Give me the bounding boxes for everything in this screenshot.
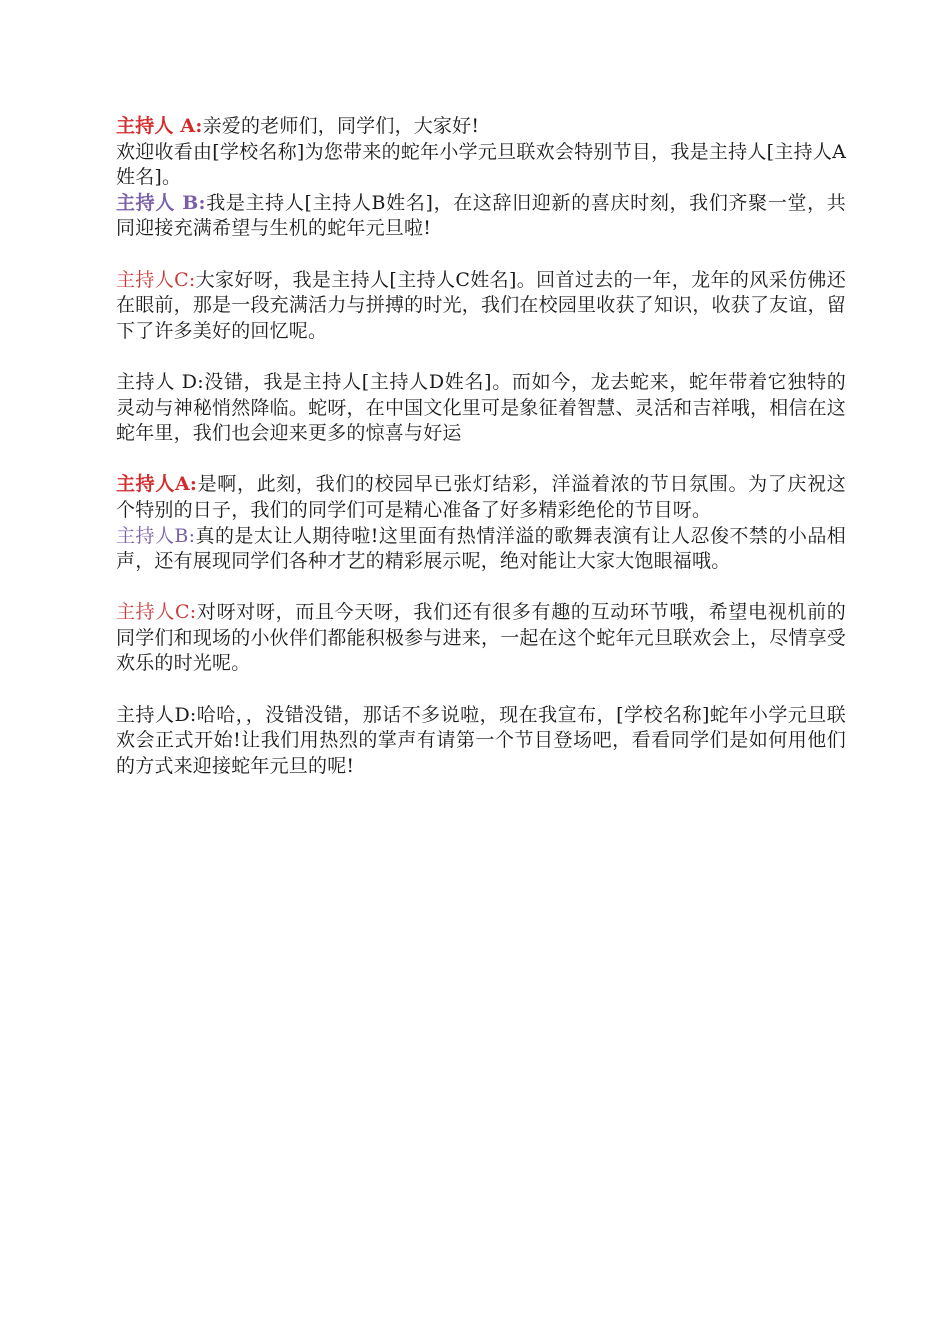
- speaker-label-host-c: 主持人C:: [116, 268, 196, 291]
- paragraph-text: 是啊，此刻，我们的校园早已张灯结彩，洋溢着浓的节日氛围。为了庆祝这个特别的日子，我们的同学们可是精心准备了好多精彩绝伦的节目呀。: [116, 473, 846, 521]
- speaker-label-host-b: 主持人B:: [116, 524, 196, 547]
- paragraph-text: 主持人D:哈哈，，没错没错，那话不多说啦，现在我宣布，[学校名称]蛇年小学元旦联欢会正式开始!让我们用热烈的掌声有请第一个节目登场吧，看看同学们是如何用他们的方式来迎接蛇年元旦的呢!: [116, 703, 846, 777]
- paragraph-host-b-intro: [116, 191, 846, 242]
- paragraph-host-c-interaction: [116, 600, 846, 677]
- paragraph-text: 大家好呀，我是主持人[主持人C姓名]。回首过去的一年，龙年的风采仿佛还在眼前，那是一段充满活力与拼搏的时光，我们在校园里收获了知识，收获了友谊，留下了许多美好的回忆呢。: [116, 268, 846, 342]
- host-script: [116, 114, 846, 779]
- paragraph-host-b-programs: [116, 524, 846, 575]
- paragraph-host-a-campus: [116, 472, 846, 523]
- paragraph-spacer: [116, 447, 846, 473]
- paragraph-spacer: [116, 575, 846, 601]
- speaker-label-host-c: 主持人C:: [116, 601, 197, 624]
- paragraph-spacer: [116, 344, 846, 370]
- paragraph-text: 真的是太让人期待啦!这里面有热情洋溢的歌舞表演有让人忍俊不禁的小品相声，还有展现同学们各种才艺的精彩展示呢，绝对能让大家大饱眼福哦。: [116, 524, 847, 573]
- paragraph-welcome: [116, 140, 846, 191]
- paragraph-host-d-intro: [116, 370, 846, 447]
- speaker-label-host-a: 主持人 A:: [116, 115, 203, 137]
- speaker-label-host-a: 主持人A:: [116, 473, 198, 496]
- paragraph-text: 对呀对呀，而且今天呀，我们还有很多有趣的互动环节哦，希望电视机前的同学们和现场的小伙伴们都能积极参与进来，一起在这个蛇年元旦联欢会上，尽情享受欢乐的时光呢。: [116, 601, 846, 675]
- paragraph-host-d-opening: [116, 703, 846, 780]
- paragraph-spacer: [116, 242, 846, 268]
- paragraph-text: 亲爱的老师们，同学们，大家好!: [202, 115, 480, 137]
- paragraph-spacer: [116, 677, 846, 703]
- speaker-label-host-b: 主持人 B:: [116, 191, 206, 214]
- paragraph-text: 欢迎收看由[学校名称]为您带来的蛇年小学元旦联欢会特别节目，我是主持人[主持人A姓名]。: [116, 140, 846, 189]
- paragraph-text: 我是主持人[主持人B姓名]，在这辞旧迎新的喜庆时刻，我们齐聚一堂，共同迎接充满希望与生机的蛇年元旦啦!: [116, 191, 846, 240]
- paragraph-host-c-intro: [116, 268, 846, 345]
- paragraph-text: 主持人 D:没错，我是主持人[主持人D姓名]。而如今，龙去蛇来，蛇年带着它独特的灵动与神秘悄然降临。蛇呀，在中国文化里可是象征着智慧、灵活和吉祥哦，相信在这蛇年里，我们也会迎来更多的惊喜与好运: [116, 370, 846, 445]
- paragraph-host-a-greeting: [116, 114, 846, 140]
